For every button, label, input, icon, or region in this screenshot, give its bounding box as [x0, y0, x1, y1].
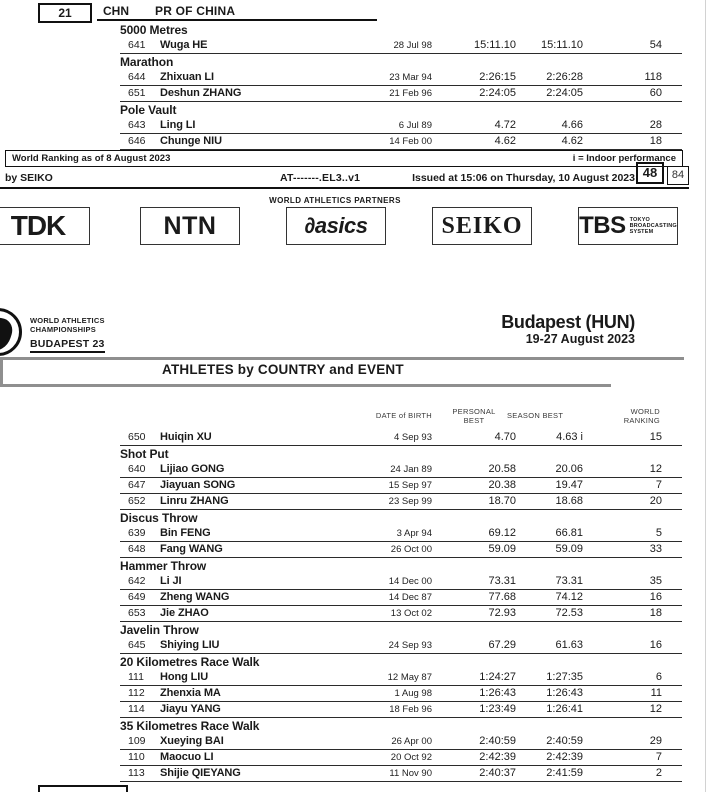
bib-number: 644: [128, 71, 146, 83]
season-best: 2:40:59: [546, 735, 583, 747]
column-header-line: RANKING: [623, 415, 660, 425]
world-ranking: 118: [644, 71, 662, 83]
personal-best: 1:24:27: [479, 671, 516, 683]
date-of-birth: 21 Feb 96: [389, 88, 432, 99]
event-header: Pole Vault: [120, 103, 177, 117]
page-number-total: 84: [667, 166, 689, 185]
athlete-row: [120, 590, 682, 606]
tbs-subline: BROADCASTING: [629, 223, 677, 229]
personal-best: 15:11.10: [473, 39, 516, 51]
date-of-birth: 23 Sep 99: [388, 496, 432, 507]
country-name: PR OF CHINA: [155, 4, 236, 18]
athlete-row: [120, 526, 682, 542]
tbs-subline: SYSTEM: [629, 229, 654, 235]
world-ranking: 16: [649, 591, 662, 603]
season-best: 66.81: [555, 527, 583, 539]
athlete-row: [120, 542, 682, 558]
personal-best: 4.72: [494, 119, 516, 131]
athlete-name: Fang WANG: [160, 543, 223, 555]
athlete-row: [120, 606, 682, 622]
season-best: 59.09: [555, 543, 583, 555]
seiko-logo: SEIKO: [432, 207, 532, 245]
world-ranking: 28: [649, 119, 662, 131]
athlete-row: [120, 118, 682, 134]
athlete-row: [120, 38, 682, 54]
legend-bar: [5, 150, 683, 167]
athlete-name: Maocuo LI: [160, 751, 214, 763]
athlete-row: [120, 70, 682, 86]
athlete-name: Xueying BAI: [160, 735, 224, 747]
athlete-row: [120, 686, 682, 702]
athlete-row: [120, 478, 682, 494]
bib-number: 648: [128, 543, 146, 555]
athlete-name: Zheng WANG: [160, 591, 230, 603]
date-of-birth: 26 Oct 00: [390, 544, 432, 555]
bib-number: 641: [128, 39, 146, 51]
date-of-birth: 3 Apr 94: [396, 528, 432, 539]
date-of-birth: 13 Oct 02: [390, 608, 432, 619]
season-best: 4.63 i: [556, 431, 583, 443]
bib-number: 113: [128, 767, 145, 779]
header-rule-left: [0, 357, 3, 387]
tbs-subtext: [630, 217, 677, 235]
bib-number: 646: [128, 135, 146, 147]
season-best: 61.63: [555, 639, 583, 651]
athlete-row: [120, 766, 682, 782]
venue-block: [501, 312, 635, 347]
column-header-world-ranking: [570, 408, 660, 425]
athlete-row: [120, 494, 682, 510]
event-dates: 19-27 August 2023: [525, 332, 635, 346]
world-ranking: 11: [650, 687, 662, 699]
athlete-table-page2: [120, 430, 682, 782]
partners-heading: WORLD ATHLETICS PARTNERS: [269, 196, 401, 205]
next-country-box-partial: [38, 785, 128, 792]
column-header-personal-best: [432, 408, 516, 425]
venue-name: Budapest (HUN): [501, 312, 635, 332]
world-ranking: 15: [649, 431, 662, 443]
tbs-wordmark: TBS: [579, 212, 626, 239]
page-edge-line: [705, 0, 706, 792]
column-header-line: BEST: [463, 415, 485, 425]
bib-number: 650: [128, 431, 146, 443]
date-of-birth: 14 Dec 00: [388, 576, 432, 587]
personal-best: 2:24:05: [479, 87, 516, 99]
world-ranking: 7: [655, 479, 662, 491]
bib-number: 640: [128, 463, 146, 475]
athlete-name: Zhixuan LI: [160, 71, 215, 83]
season-best: 18.68: [555, 495, 583, 507]
bib-number: 651: [128, 87, 146, 99]
personal-best: 2:26:15: [479, 71, 516, 83]
bib-number: 652: [128, 495, 146, 507]
athlete-name: Hong LIU: [160, 671, 209, 683]
personal-best: 4.62: [494, 135, 516, 147]
date-of-birth: 20 Oct 92: [390, 752, 432, 763]
date-of-birth: 14 Dec 87: [388, 592, 432, 603]
athlete-name: Jie ZHAO: [160, 607, 209, 619]
athlete-name: Deshun ZHANG: [160, 87, 242, 99]
world-athletics-emblem-icon: [0, 308, 22, 356]
tbs-subline: TOKYO: [629, 217, 651, 223]
event-header: 5000 Metres: [120, 23, 188, 37]
bib-number: 653: [128, 607, 146, 619]
personal-best: 67.29: [488, 639, 516, 651]
logo-line: WORLD ATHLETICS: [30, 316, 105, 325]
bib-number: 114: [128, 703, 145, 715]
season-best: 74.12: [555, 591, 583, 603]
season-best: 2:24:05: [546, 87, 583, 99]
personal-best: 73.31: [488, 575, 516, 587]
event-header: Javelin Throw: [120, 623, 199, 637]
country-header-rule: [97, 19, 377, 21]
date-of-birth: 6 Jul 89: [398, 120, 432, 131]
athlete-row: [120, 734, 682, 750]
athlete-name: Li JI: [160, 575, 182, 587]
athlete-name: Chunge NIU: [160, 135, 222, 147]
world-ranking: 35: [649, 575, 662, 587]
season-best: 1:26:43: [546, 687, 583, 699]
athlete-row: [120, 462, 682, 478]
championships-logo: [30, 317, 105, 353]
personal-best: 18.70: [488, 495, 516, 507]
athlete-name: Lijiao GONG: [160, 463, 225, 475]
page-number-current: 48: [636, 162, 664, 184]
season-best: 73.31: [555, 575, 583, 587]
world-ranking-asof-note: World Ranking as of 8 August 2023: [12, 153, 171, 164]
world-ranking: 12: [649, 463, 662, 475]
world-ranking: 5: [655, 527, 662, 539]
athlete-name: Jiayuan SONG: [160, 479, 236, 491]
personal-best: 4.70: [494, 431, 516, 443]
date-of-birth: 26 Apr 00: [391, 736, 432, 747]
bib-number: 647: [128, 479, 146, 491]
personal-best: 77.68: [488, 591, 516, 603]
athlete-name: Bin FENG: [160, 527, 211, 539]
page-title: ATHLETES by COUNTRY and EVENT: [162, 362, 404, 377]
world-ranking: 2: [655, 767, 662, 779]
bib-number: 643: [128, 119, 146, 131]
world-ranking: 6: [655, 671, 662, 683]
bib-number: 642: [128, 575, 146, 587]
header-rule-top: [0, 357, 684, 360]
season-best: 2:26:28: [546, 71, 583, 83]
date-of-birth: 28 Jul 98: [393, 40, 432, 51]
header-rule-bottom: [0, 384, 611, 387]
issued-timestamp: Issued at 15:06 on Thursday, 10 August 2023: [412, 172, 635, 184]
athlete-row: [120, 86, 682, 102]
emblem-fill-shape: [0, 313, 16, 355]
athlete-table-page1: [120, 22, 682, 150]
personal-best: 69.12: [488, 527, 516, 539]
season-best: 4.66: [561, 119, 583, 131]
season-best: 2:42:39: [546, 751, 583, 763]
season-best: 1:27:35: [546, 671, 583, 683]
season-best: 15:11.10: [540, 39, 583, 51]
athlete-row: [120, 134, 682, 150]
athlete-name: Huiqin XU: [160, 431, 212, 443]
athlete-name: Linru ZHANG: [160, 495, 229, 507]
season-best: 19.47: [555, 479, 583, 491]
event-header: Discus Throw: [120, 511, 198, 525]
season-best: 4.62: [561, 135, 583, 147]
world-ranking: 60: [649, 87, 662, 99]
event-header: 20 Kilometres Race Walk: [120, 655, 260, 669]
event-header: Hammer Throw: [120, 559, 207, 573]
athlete-name: Shijie QIEYANG: [160, 767, 241, 779]
issue-footer: [0, 170, 713, 187]
season-best: 72.53: [555, 607, 583, 619]
season-best: 20.06: [555, 463, 583, 475]
column-header-date-of-birth: DATE of BIRTH: [375, 411, 432, 420]
athlete-name: Shiying LIU: [160, 639, 220, 651]
timing-provider: by SEIKO: [5, 172, 53, 184]
athlete-row: [120, 702, 682, 718]
season-best: 1:26:41: [546, 703, 583, 715]
world-ranking: 7: [655, 751, 662, 763]
logo-line: CHAMPIONSHIPS: [30, 324, 96, 334]
world-ranking: 20: [649, 495, 662, 507]
event-header: Marathon: [120, 55, 174, 69]
date-of-birth: 4 Sep 93: [393, 432, 432, 443]
bib-number: 110: [128, 751, 145, 763]
column-header-line: WORLD: [630, 407, 660, 416]
athlete-row: [120, 638, 682, 654]
world-ranking: 16: [649, 639, 662, 651]
personal-best: 20.58: [488, 463, 516, 475]
world-ranking: 54: [649, 39, 662, 51]
date-of-birth: 24 Jan 89: [390, 464, 432, 475]
athlete-name: Jiayu YANG: [160, 703, 221, 715]
country-code: CHN: [103, 4, 129, 18]
logo-line-budapest23: BUDAPEST 23: [30, 338, 105, 353]
personal-best: 2:40:59: [479, 735, 516, 747]
date-of-birth: 14 Feb 00: [389, 136, 432, 147]
athlete-row: [120, 750, 682, 766]
date-of-birth: 18 Feb 96: [389, 704, 432, 715]
season-best: 2:41:59: [546, 767, 583, 779]
athlete-name: Zhenxia MA: [160, 687, 221, 699]
document-code: AT-------.EL3..v1: [280, 172, 361, 184]
personal-best: 59.09: [488, 543, 516, 555]
personal-best: 2:40:37: [479, 767, 516, 779]
date-of-birth: 24 Sep 93: [388, 640, 432, 651]
bib-number: 112: [128, 687, 145, 699]
athlete-name: Ling LI: [160, 119, 196, 131]
athlete-name: Wuga HE: [160, 39, 208, 51]
indoor-performance-note: i = Indoor performance: [572, 153, 676, 164]
column-header-line: PERSONAL: [452, 407, 496, 416]
personal-best: 1:26:43: [479, 687, 516, 699]
bib-number: 109: [128, 735, 146, 747]
column-header-season-best: SEASON BEST: [507, 411, 564, 420]
bib-number: 111: [128, 671, 144, 683]
date-of-birth: 1 Aug 98: [394, 688, 432, 699]
personal-best: 20.38: [488, 479, 516, 491]
country-rank-box: 21: [38, 3, 92, 23]
personal-best: 72.93: [488, 607, 516, 619]
ntn-logo: NTN: [140, 207, 240, 245]
event-header: Shot Put: [120, 447, 169, 461]
tdk-logo: TDK: [0, 207, 90, 245]
world-ranking: 12: [649, 703, 662, 715]
bib-number: 649: [128, 591, 146, 603]
date-of-birth: 11 Nov 90: [389, 768, 432, 779]
footer-rule: [0, 187, 689, 189]
athlete-row: [120, 574, 682, 590]
event-header: 35 Kilometres Race Walk: [120, 719, 260, 733]
personal-best: 1:23:49: [479, 703, 516, 715]
date-of-birth: 23 Mar 94: [389, 72, 432, 83]
date-of-birth: 12 May 87: [387, 672, 432, 683]
personal-best: 2:42:39: [479, 751, 516, 763]
bib-number: 639: [128, 527, 146, 539]
tbs-logo: [578, 207, 678, 245]
athlete-row: [120, 670, 682, 686]
date-of-birth: 15 Sep 97: [388, 480, 432, 491]
world-ranking: 18: [649, 135, 662, 147]
world-ranking: 18: [649, 607, 662, 619]
athlete-row: [120, 430, 682, 446]
bib-number: 645: [128, 639, 146, 651]
world-ranking: 29: [649, 735, 662, 747]
asics-logo: ∂asics: [286, 207, 386, 245]
world-ranking: 33: [649, 543, 662, 555]
